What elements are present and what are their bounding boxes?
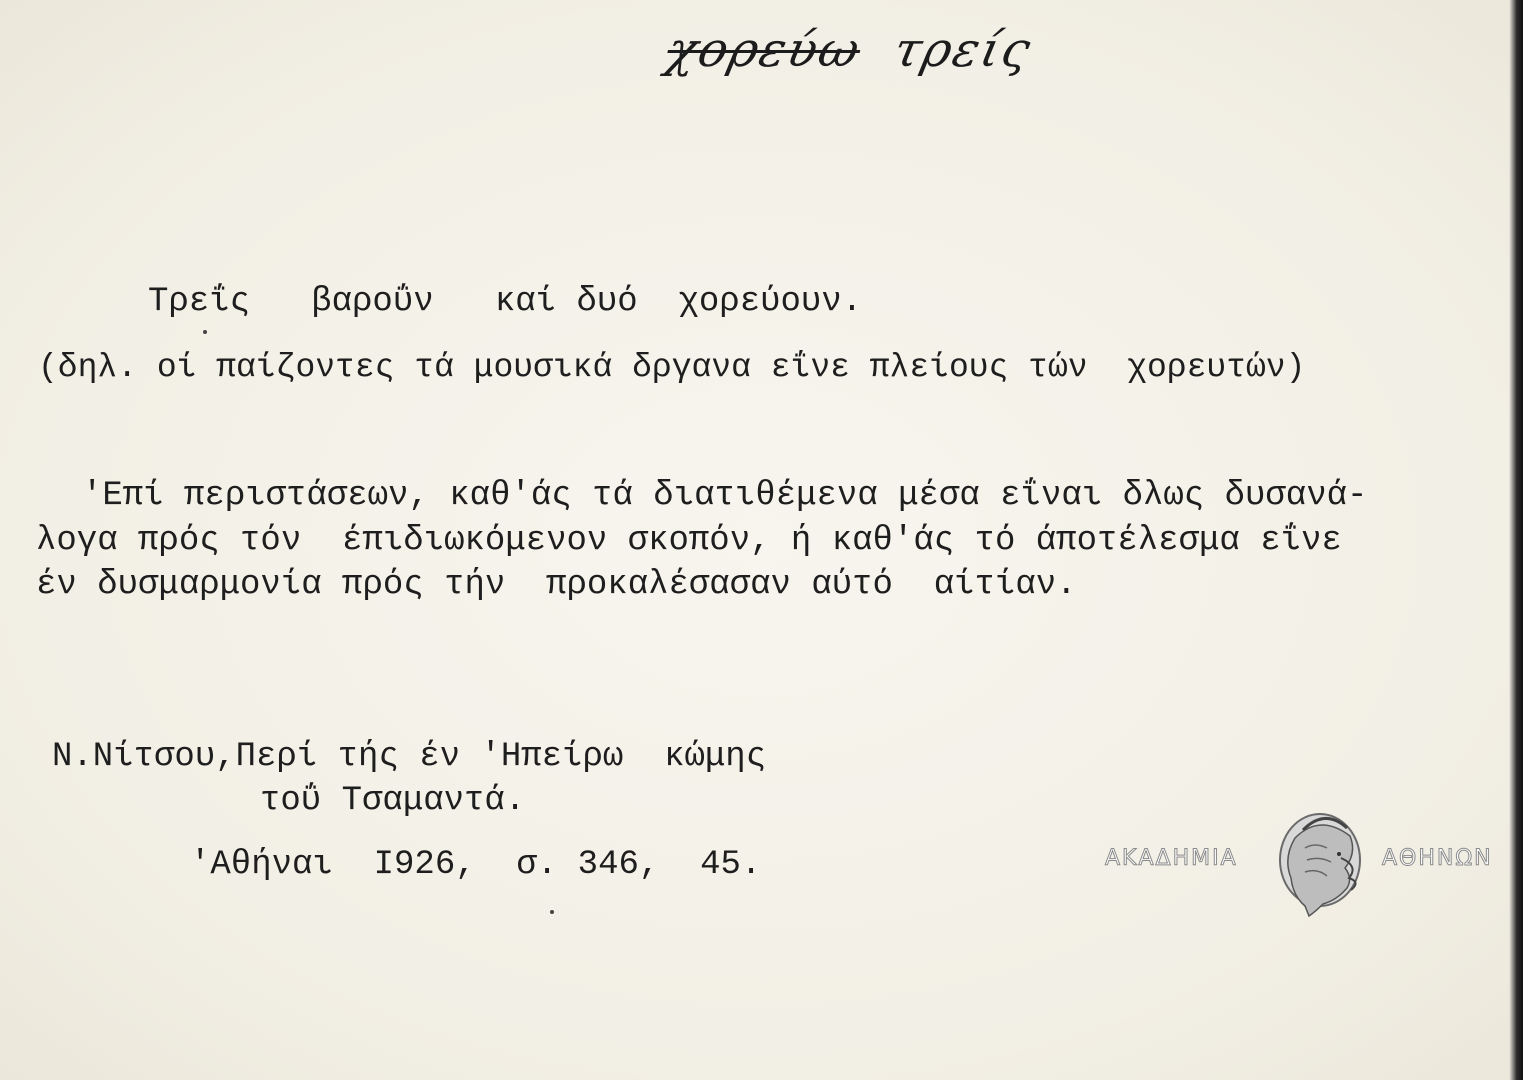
- proverb-line: Τρεΐς βαροΰν καί δυό χορεύουν.: [148, 283, 863, 321]
- watermark-right-text: ΑΘΗΝΩΝ: [1382, 846, 1493, 871]
- source-publication-line: 'Αθήναι Ι926, σ. 346, 45.: [190, 846, 762, 884]
- athena-head-icon: [1275, 808, 1370, 918]
- card-edge-shadow: [1509, 0, 1523, 1080]
- meaning-line-3: έν δυσμαρμονία πρός τήν προκαλέσασαν αύτό αίτίαν.: [36, 566, 1077, 604]
- crossed-out-word: χορεύω: [662, 22, 867, 78]
- heading-word: τρείς: [888, 22, 1037, 78]
- handwritten-heading: [662, 22, 1037, 78]
- explanation-line: (δηλ. οί παίζοντες τά μουσικά δργανα εΐνε πλείους τών χορευτών): [38, 349, 1306, 386]
- watermark-left-text: ΑΚΑΔΗΜΙΑ: [1105, 846, 1238, 871]
- academy-watermark: [1105, 808, 1510, 918]
- meaning-line-1: 'Επί περιστάσεων, καθ'άς τά διατιθέμενα μέσα εΐναι δλως δυσανά-: [82, 477, 1368, 515]
- ink-speck: [203, 330, 207, 334]
- source-title-line: τοΰ Τσαμαντά.: [260, 782, 526, 820]
- ink-speck: [550, 910, 554, 914]
- source-author-line: Ν.Νίτσου,Περί τής έν 'Ηπείρω κώμης: [52, 738, 767, 776]
- meaning-line-2: λογα πρός τόν έπιδιωκόμενον σκοπόν, ή καθ'άς τό άποτέλεσμα εΐνε: [36, 522, 1342, 560]
